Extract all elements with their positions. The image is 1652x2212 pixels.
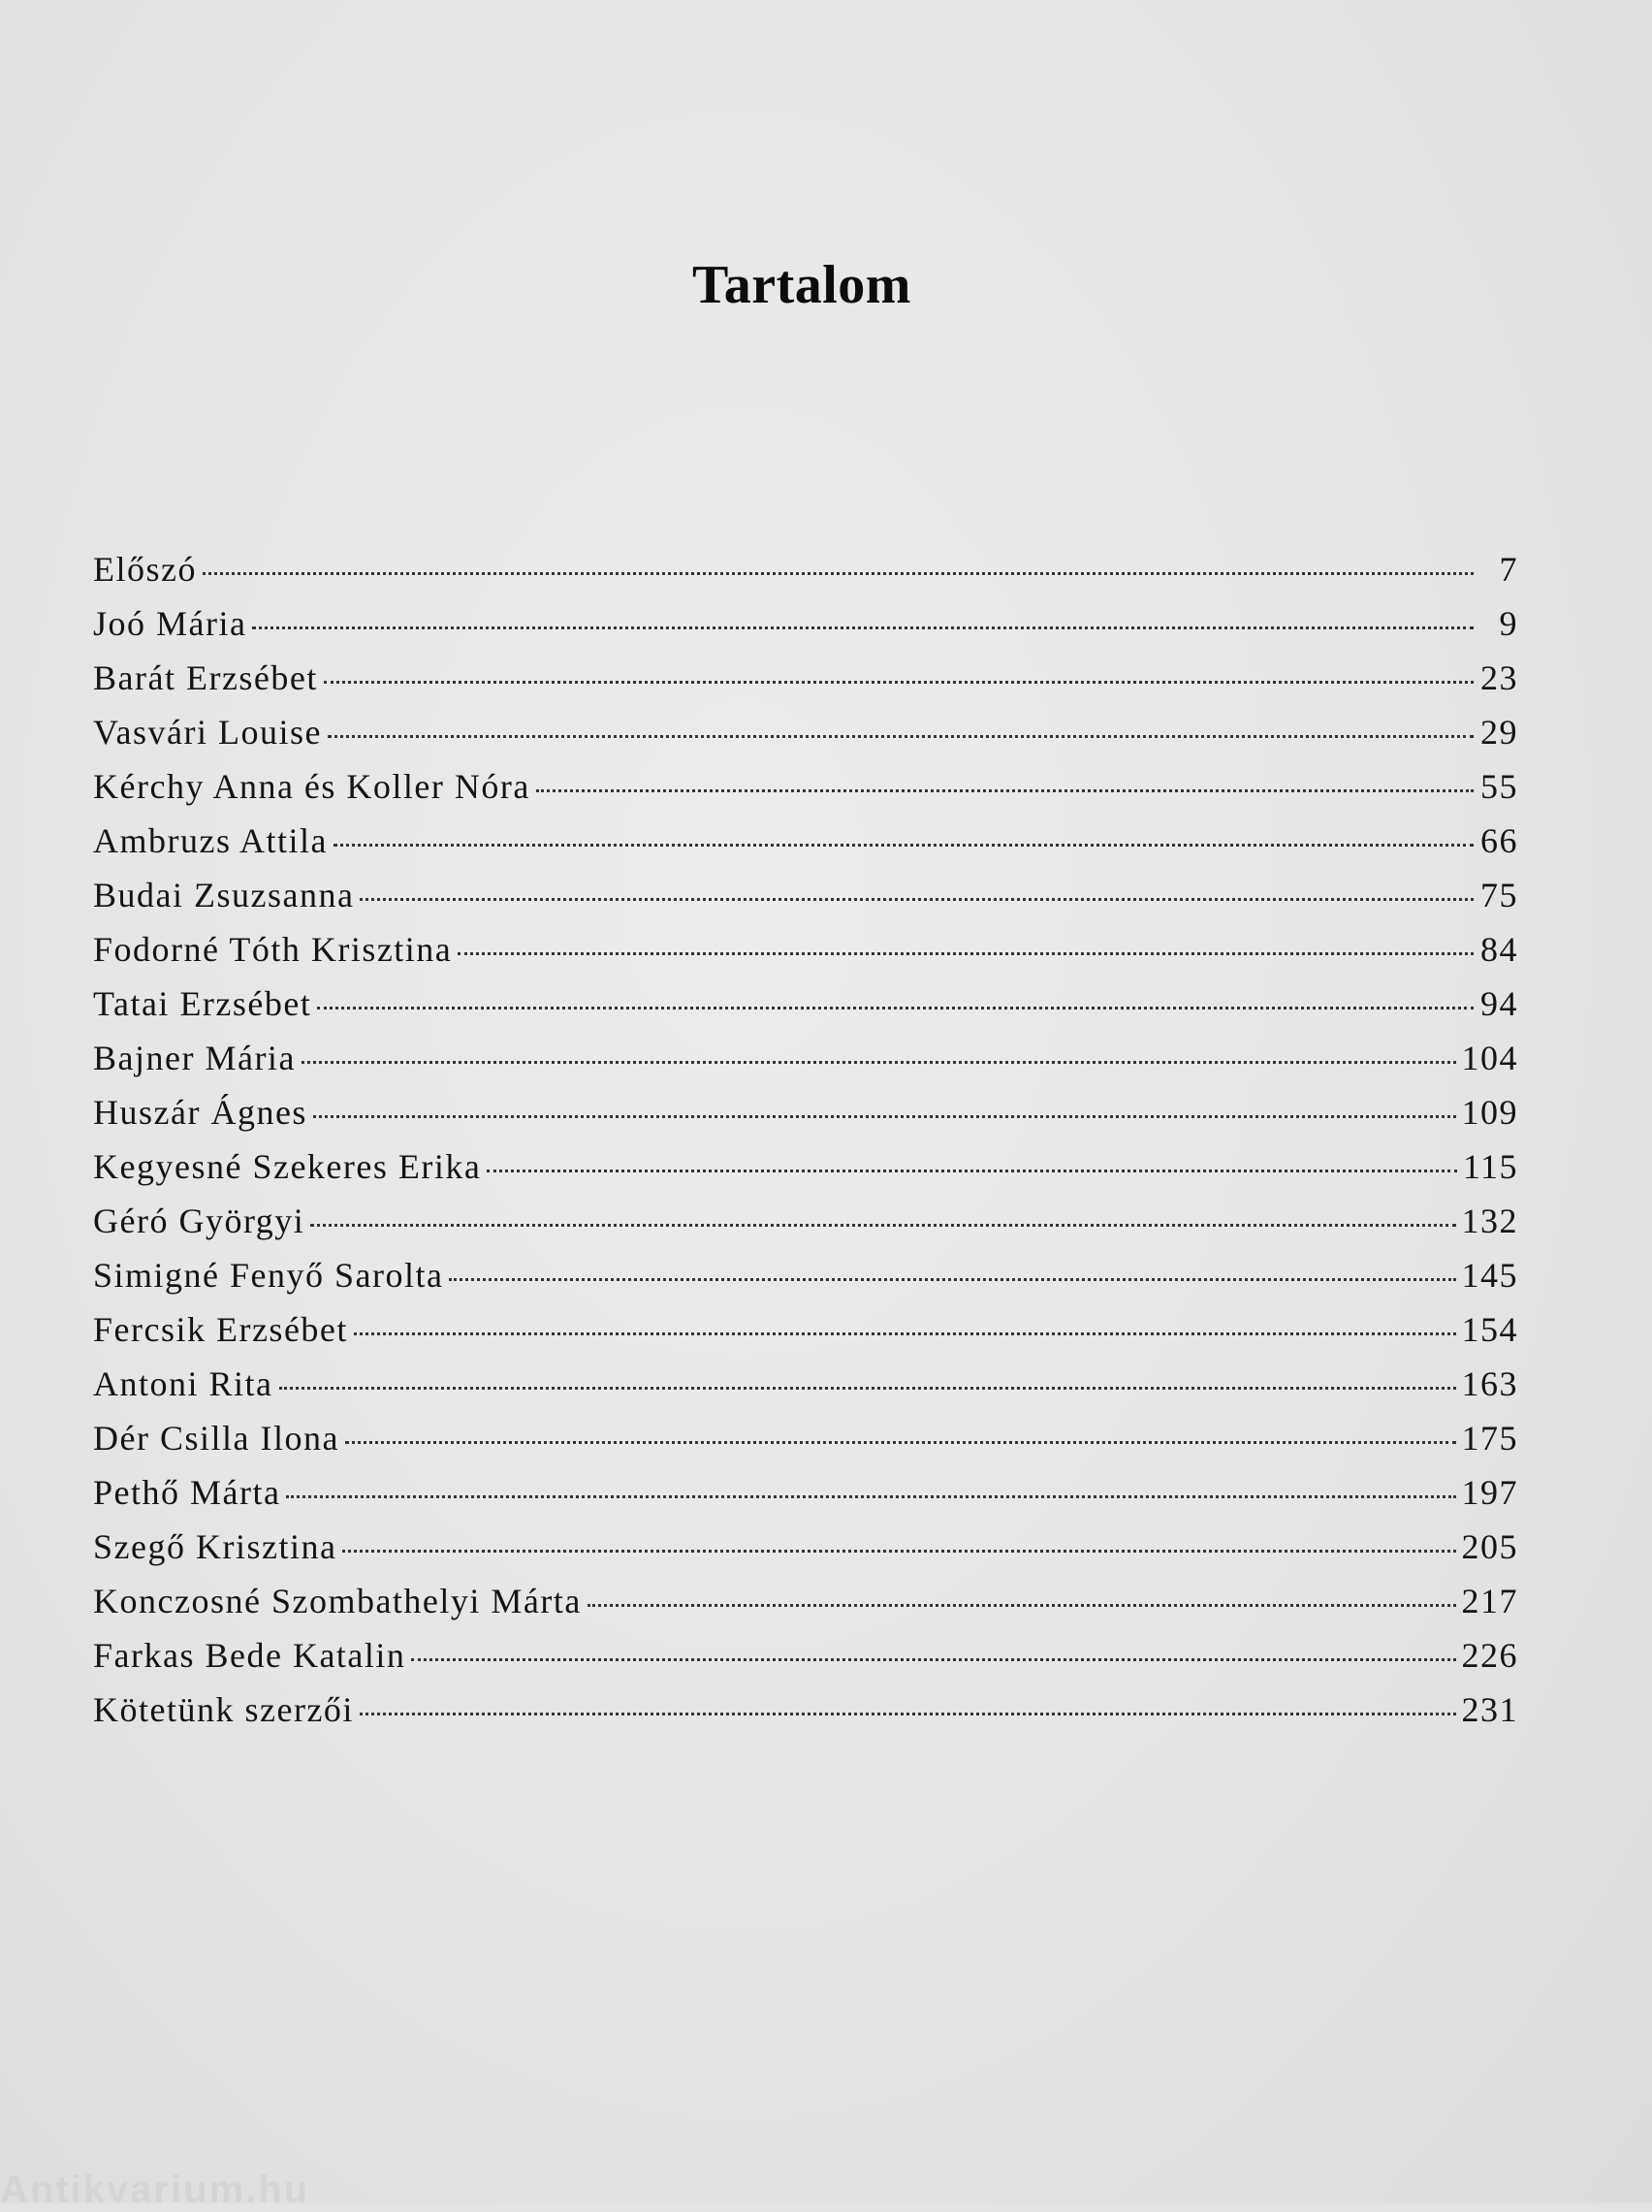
toc-entry xyxy=(93,657,1518,712)
toc-entry xyxy=(93,1363,1518,1418)
toc-entry-title: Tatai Erzsébet xyxy=(93,984,312,1023)
toc-entry xyxy=(93,1418,1518,1472)
toc-leader-dots xyxy=(313,1115,1456,1118)
toc-entry xyxy=(93,1309,1518,1363)
toc-entry-title: Kegyesné Szekeres Erika xyxy=(93,1147,482,1186)
toc-entry xyxy=(93,875,1518,929)
toc-entry-page-number: 197 xyxy=(1461,1473,1518,1512)
toc-entry-page-number: 23 xyxy=(1480,658,1518,697)
toc-entry-title: Szegő Krisztina xyxy=(93,1527,337,1566)
toc-entry-page-number: 84 xyxy=(1480,930,1518,969)
toc-entry-page-number: 226 xyxy=(1461,1636,1518,1675)
page-title: Tartalom xyxy=(692,255,911,315)
toc-entry xyxy=(93,820,1518,875)
watermark: Antikvarium.hu xyxy=(0,2168,310,2211)
toc-entry-title: Joó Mária xyxy=(93,604,247,643)
toc-leader-dots xyxy=(334,844,1474,847)
toc-entry-page-number: 29 xyxy=(1480,713,1518,752)
toc-entry-title: Kötetünk szerzői xyxy=(93,1690,354,1729)
toc-entry xyxy=(93,603,1518,657)
toc-entry-page-number: 55 xyxy=(1480,767,1518,806)
toc-entry-title: Konczosné Szombathelyi Márta xyxy=(93,1582,582,1620)
toc-entry-page-number: 9 xyxy=(1499,604,1518,643)
toc-entry xyxy=(93,549,1518,603)
toc-entry-title: Előszó xyxy=(93,550,197,589)
toc-entry-page-number: 115 xyxy=(1462,1147,1518,1186)
toc-entry-page-number: 231 xyxy=(1461,1690,1518,1729)
toc-entry-page-number: 7 xyxy=(1499,550,1518,589)
toc-leader-dots xyxy=(458,952,1474,955)
toc-entry xyxy=(93,1255,1518,1309)
toc-entry xyxy=(93,983,1518,1038)
toc-leader-dots xyxy=(252,626,1474,629)
toc-entry-title: Huszár Ágnes xyxy=(93,1093,307,1132)
toc-leader-dots xyxy=(279,1387,1456,1390)
toc-entry xyxy=(93,1092,1518,1146)
toc-entry-page-number: 175 xyxy=(1461,1419,1518,1458)
toc-entry xyxy=(93,766,1518,820)
toc-entry-title: Bajner Mária xyxy=(93,1039,296,1077)
toc-leader-dots xyxy=(536,789,1474,792)
toc-entry xyxy=(93,1689,1518,1744)
table-of-contents xyxy=(93,549,1518,1744)
toc-entry-page-number: 94 xyxy=(1480,984,1518,1023)
toc-entry xyxy=(93,712,1518,766)
toc-entry-page-number: 66 xyxy=(1480,821,1518,860)
toc-entry-page-number: 145 xyxy=(1461,1256,1518,1295)
toc-leader-dots xyxy=(328,735,1474,738)
toc-leader-dots xyxy=(449,1278,1455,1281)
toc-leader-dots xyxy=(345,1441,1456,1444)
toc-entry xyxy=(93,1581,1518,1635)
toc-entry xyxy=(93,1201,1518,1255)
toc-entry xyxy=(93,1038,1518,1092)
toc-entry-title: Dér Csilla Ilona xyxy=(93,1419,339,1458)
toc-entry xyxy=(93,1635,1518,1689)
toc-entry xyxy=(93,929,1518,983)
toc-leader-dots xyxy=(411,1658,1455,1661)
toc-entry-page-number: 205 xyxy=(1461,1527,1518,1566)
toc-entry-page-number: 154 xyxy=(1461,1310,1518,1349)
toc-leader-dots xyxy=(310,1224,1455,1227)
toc-leader-dots xyxy=(360,1713,1456,1715)
toc-entry-page-number: 104 xyxy=(1461,1039,1518,1077)
toc-entry-title: Kérchy Anna és Koller Nóra xyxy=(93,767,530,806)
toc-leader-dots xyxy=(342,1550,1455,1553)
toc-entry-title: Simigné Fenyő Sarolta xyxy=(93,1256,444,1295)
toc-leader-dots xyxy=(360,898,1474,901)
toc-entry-title: Pethő Márta xyxy=(93,1473,281,1512)
toc-entry-title: Géró Györgyi xyxy=(93,1202,305,1240)
toc-entry xyxy=(93,1526,1518,1581)
toc-leader-dots xyxy=(317,1007,1474,1010)
toc-entry-title: Antoni Rita xyxy=(93,1364,273,1403)
toc-leader-dots xyxy=(286,1495,1455,1498)
toc-entry-title: Fodorné Tóth Krisztina xyxy=(93,930,453,969)
toc-leader-dots xyxy=(588,1604,1456,1607)
toc-leader-dots xyxy=(324,681,1474,684)
toc-entry-page-number: 109 xyxy=(1461,1093,1518,1132)
toc-entry xyxy=(93,1146,1518,1201)
toc-entry-title: Ambruzs Attila xyxy=(93,821,328,860)
toc-entry xyxy=(93,1472,1518,1526)
toc-leader-dots xyxy=(302,1061,1456,1064)
toc-entry-page-number: 217 xyxy=(1461,1582,1518,1620)
toc-entry-title: Farkas Bede Katalin xyxy=(93,1636,406,1675)
toc-entry-title: Barát Erzsébet xyxy=(93,658,318,697)
toc-leader-dots xyxy=(354,1332,1456,1335)
toc-entry-page-number: 132 xyxy=(1461,1202,1518,1240)
toc-entry-title: Vasvári Louise xyxy=(93,713,322,752)
toc-leader-dots xyxy=(487,1170,1456,1172)
toc-entry-page-number: 163 xyxy=(1461,1364,1518,1403)
toc-entry-title: Budai Zsuzsanna xyxy=(93,876,355,914)
toc-entry-title: Fercsik Erzsébet xyxy=(93,1310,348,1349)
toc-leader-dots xyxy=(203,572,1474,575)
toc-entry-page-number: 75 xyxy=(1480,876,1518,914)
